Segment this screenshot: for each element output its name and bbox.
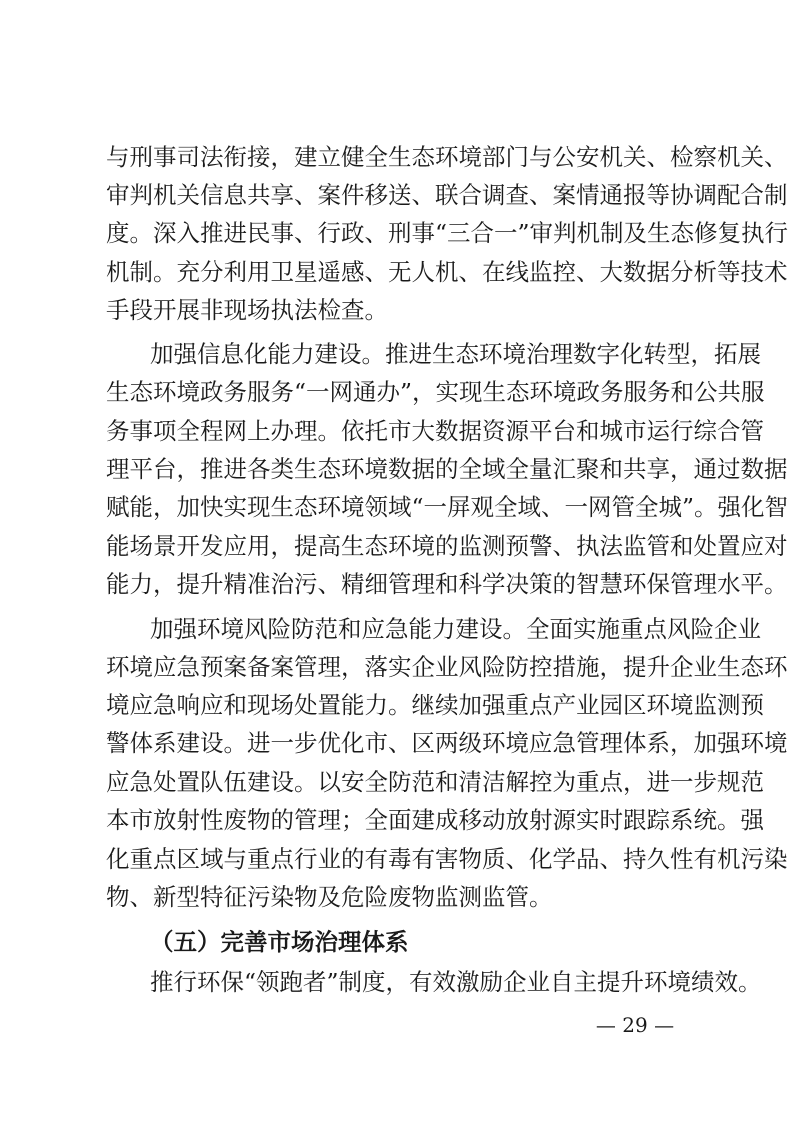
paragraph-1-line-4: 机制。充分利用卫星遥感、无人机、在线监控、大数据分析等技术 [106,258,788,286]
paragraph-2-line-2: 生态环境政务服务“一网通办”，实现生态环境政务服务和公共服 [106,378,765,406]
paragraph-3-line-2: 环境应急预案备案管理，落实企业风险防控措施，提升企业生态环 [106,653,788,681]
paragraph-1-line-5: 手段开展非现场执法检查。 [106,296,388,324]
paragraph-3-line-6: 本市放射性废物的管理；全面建成移动放射源实时跟踪系统。强 [106,806,764,834]
paragraph-1-line-1: 与刑事司法衔接，建立健全生态环境部门与公安机关、检察机关、 [106,143,788,171]
page-number: — 29 — [595,1013,675,1037]
paragraph-2-line-1: 加强信息化能力建设。推进生态环境治理数字化转型，拓展 [150,340,761,368]
paragraph-3-line-7: 化重点区域与重点行业的有毒有害物质、化学品、持久性有机污染 [106,845,788,873]
paragraph-3-line-8: 物、新型特征污染物及危险废物监测监管。 [106,883,553,911]
paragraph-1-line-2: 审判机关信息共享、案件移送、联合调查、案情通报等协调配合制 [106,181,788,209]
paragraph-3-line-3: 境应急响应和现场处置能力。继续加强重点产业园区环境监测预 [106,691,764,719]
paragraph-2-line-7: 能力，提升精准治污、精细管理和科学决策的智慧环保管理水平。 [106,570,788,598]
section-heading: （五）完善市场治理体系 [150,928,409,956]
paragraph-3-line-1: 加强环境风险防范和应急能力建设。全面实施重点风险企业 [150,615,761,643]
paragraph-3-line-4: 警体系建设。进一步优化市、区两级环境应急管理体系，加强环境 [106,729,788,757]
paragraph-2-line-6: 能场景开发应用，提高生态环境的监测预警、执法监管和处置应对 [106,532,788,560]
paragraph-2-line-4: 理平台，推进各类生态环境数据的全域全量汇聚和共享，通过数据 [106,455,788,483]
paragraph-3-line-5: 应急处置队伍建设。以安全防范和清洁解控为重点，进一步规范 [106,768,764,796]
paragraph-2-line-3: 务事项全程网上办理。依托市大数据资源平台和城市运行综合管 [106,417,764,445]
paragraph-1-line-3: 度。深入推进民事、行政、刑事“三合一”审判机制及生态修复执行 [106,219,789,247]
final-paragraph-line-1: 推行环保“领跑者”制度，有效激励企业自主提升环境绩效。 [150,968,762,996]
paragraph-2-line-5: 赋能，加快实现生态环境领域“一屏观全域、一网管全城”。强化智 [106,493,789,521]
